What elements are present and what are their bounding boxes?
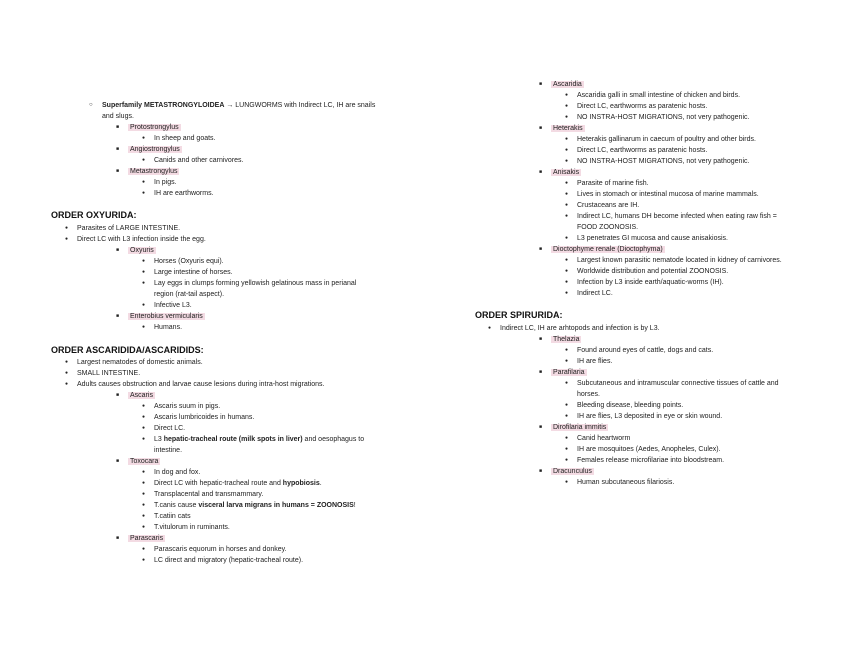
order-oxyurida-heading: ORDER OXYURIDA:	[51, 210, 137, 220]
list-item: ● Bleeding disease, bleeding points.	[577, 401, 683, 410]
list-item: ● Largest known parasitic nematode located in kidney of carnivores.	[577, 256, 782, 265]
list-item: ● Adults causes obstruction and larvae cause lesions during intra-host migrations.	[77, 380, 324, 389]
list-item: ● In pigs.	[154, 178, 177, 187]
list-item: ● Direct LC with L3 infection inside the egg.	[77, 235, 206, 244]
list-item: ● LC direct and migratory (hepatic-tracheal route).	[154, 556, 303, 565]
list-item: ● Ascaris lumbricoides in humans.	[154, 413, 254, 422]
genus-item: ■ Heterakis	[551, 124, 585, 133]
genus-item: ■ Dracunculus	[551, 467, 594, 476]
list-item: ● SMALL INTESTINE.	[77, 369, 140, 378]
list-item: ● IH are mosquitoes (Aedes, Anopheles, Culex).	[577, 445, 721, 454]
superfamily-cont: and slugs.	[102, 113, 134, 120]
list-item: ● Direct LC with hepatic-tracheal route and hypobiosis.	[154, 479, 322, 488]
list-item: ● T.catiin cats	[154, 512, 191, 521]
list-item: ● Females release microfilariae into bloodstream.	[577, 456, 724, 465]
list-item: ● T.canis cause visceral larva migrans in humans = ZOONOSIS!	[154, 501, 356, 510]
superfamily-line	[102, 101, 375, 110]
list-item-cont: horses.	[577, 391, 600, 398]
list-item: ● Horses (Oxyuris equi).	[154, 257, 224, 266]
superfamily-name: Superfamily METASTRONGYLOIDEA	[102, 102, 225, 109]
list-item: ● Found around eyes of cattle, dogs and cats.	[577, 346, 713, 355]
list-item: ● Parasite of marine fish.	[577, 179, 649, 188]
list-item: ● Large intestine of horses.	[154, 268, 233, 277]
list-item: ● IH are flies, L3 deposited in eye or skin wound.	[577, 412, 722, 421]
genus-item: ■ Enterobius vermicularis	[128, 312, 205, 321]
list-item: ● Ascaris suum in pigs.	[154, 402, 220, 411]
genus-item: ■ Oxyuris	[128, 246, 156, 255]
list-item: ● Indirect LC, IH are arhtopods and infection is by L3.	[500, 324, 660, 333]
list-item: ● Ascaridia galli in small intestine of chicken and birds.	[577, 91, 740, 100]
genus-item: ■ Dioctophyme renale (Dioctophyma)	[551, 245, 665, 254]
order-ascaridida-heading: ORDER ASCARIDIDA/ASCARIDIDS:	[51, 345, 204, 355]
list-item: ● Lives in stomach or intestinal mucosa of marine mammals.	[577, 190, 759, 199]
list-item: ● In sheep and goats.	[154, 134, 216, 143]
list-item: ● Canids and other carnivores.	[154, 156, 244, 165]
list-item: ● In dog and fox.	[154, 468, 200, 477]
list-item: ● Worldwide distribution and potential ZOONOSIS.	[577, 267, 728, 276]
list-item: ● Canid heartworm	[577, 434, 630, 443]
genus-item: ■ Parascaris	[128, 534, 165, 543]
list-item: ● T.vitulorum in ruminants.	[154, 523, 230, 532]
list-item: ● Lay eggs in clumps forming yellowish gelatinous mass in perianal	[154, 279, 356, 288]
list-item: ● Infective L3.	[154, 301, 192, 310]
list-item: ● Transplacental and transmammary.	[154, 490, 263, 499]
list-item-cont: FOOD ZOONOSIS.	[577, 224, 639, 231]
list-item-cont: intestine.	[154, 447, 183, 454]
list-item: ● NO INSTRA-HOST MIGRATIONS, not very pathogenic.	[577, 157, 749, 166]
list-item: ● IH are earthworms.	[154, 189, 214, 198]
list-item: ● Indirect LC, humans DH become infected when eating raw fish =	[577, 212, 777, 221]
list-item: ● Indirect LC.	[577, 289, 613, 298]
list-item: ● Humans.	[154, 323, 182, 332]
list-item: ● Direct LC.	[154, 424, 185, 433]
genus-item: ■ Ascaris	[128, 391, 155, 400]
list-item-cont: region (rat-tail aspect).	[154, 291, 225, 298]
list-item: ● Parascaris equorum in horses and donkey.	[154, 545, 287, 554]
genus-item: ■ Parafilaria	[551, 368, 587, 377]
list-item: ● NO INSTRA-HOST MIGRATIONS, not very pathogenic.	[577, 113, 749, 122]
list-item: ● Direct LC, earthworms as paratenic hosts.	[577, 102, 707, 111]
list-item: ● Subcutaneous and intramuscular connective tissues of cattle and	[577, 379, 779, 388]
genus-item: ■ Thelazia	[551, 335, 581, 344]
genus-item: ■ Metastrongylus	[128, 167, 179, 176]
list-item: ● Human subcutaneous filariosis.	[577, 478, 674, 487]
genus-item: ■ Dirofilaria immitis	[551, 423, 608, 432]
list-item: ● Direct LC, earthworms as paratenic hosts.	[577, 146, 707, 155]
genus-item: ■ Protostrongylus	[128, 123, 181, 132]
genus-item: ■ Anisakis	[551, 168, 581, 177]
genus-item: ■ Toxocara	[128, 457, 160, 466]
list-item: ● L3 hepatic-tracheal route (milk spots in liver) and oesophagus to	[154, 435, 364, 444]
genus-item: ■ Angiostrongylus	[128, 145, 182, 154]
list-item: ● Heterakis gallinarum in caecum of poultry and other birds.	[577, 135, 756, 144]
list-item: ● Largest nematodes of domestic animals.	[77, 358, 203, 367]
list-item: ● Parasites of LARGE INTESTINE.	[77, 224, 180, 233]
list-item: ● Crustaceans are IH.	[577, 201, 639, 210]
order-spirurida-heading: ORDER SPIRURIDA:	[475, 310, 563, 320]
list-item: ● L3 penetrates GI mucosa and cause anisakiosis.	[577, 234, 728, 243]
superfamily-desc: → LUNGWORMS with Indirect LC, IH are snails	[224, 102, 376, 109]
list-item: ● Infection by L3 inside earth/aquatic-worms (IH).	[577, 278, 724, 287]
list-item: ● IH are flies.	[577, 357, 612, 366]
genus-item: ■ Ascaridia	[551, 80, 584, 89]
